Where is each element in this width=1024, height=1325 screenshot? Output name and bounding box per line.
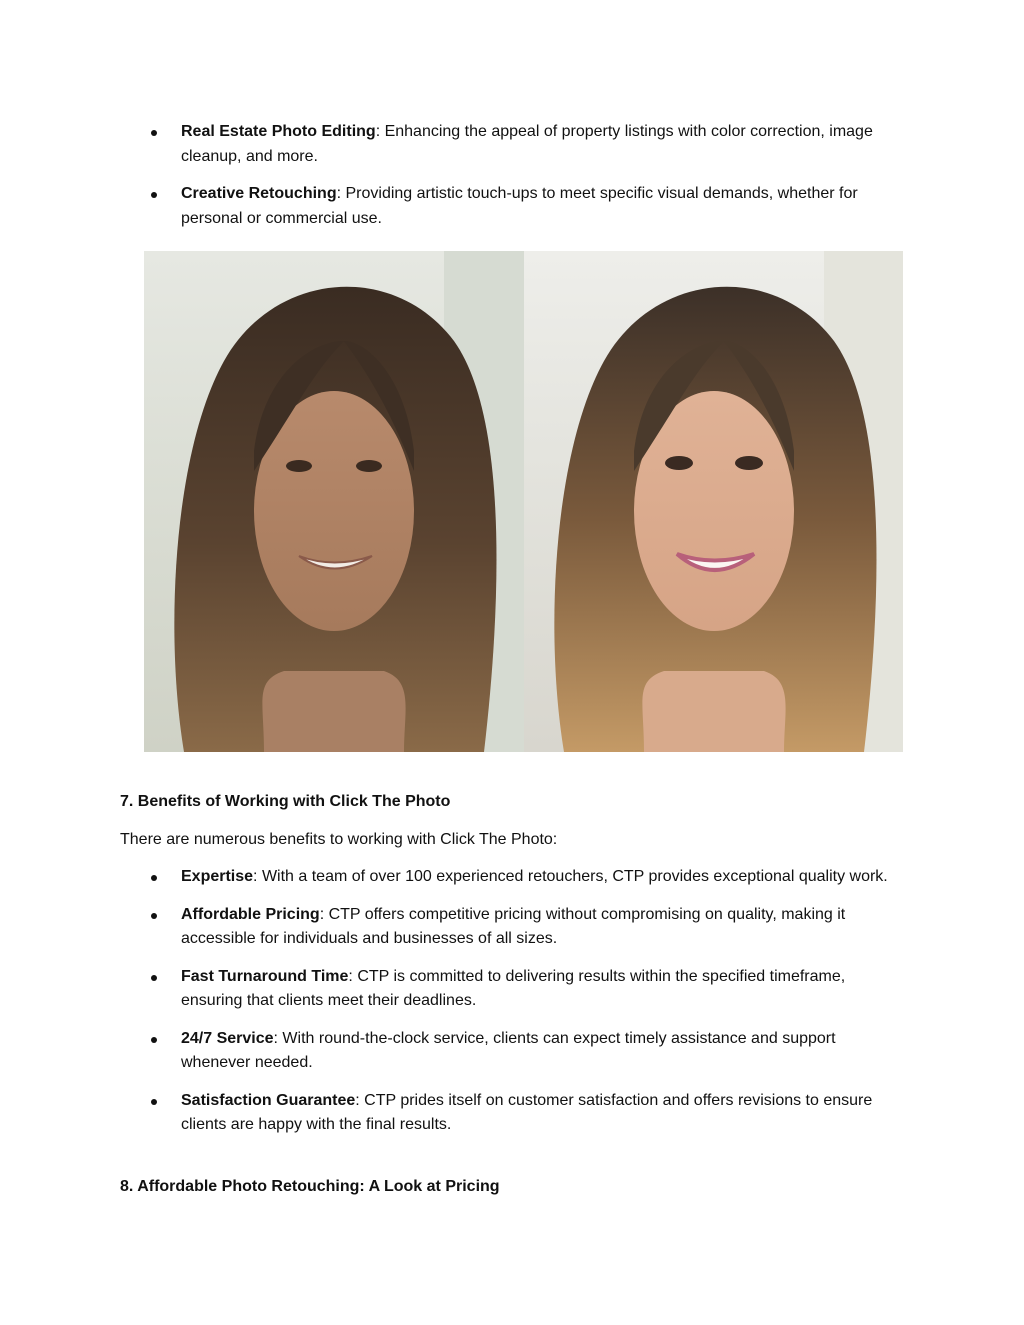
after-photo	[524, 251, 904, 752]
list-item-term: 24/7 Service	[181, 1029, 274, 1047]
portrait-before-image	[144, 251, 524, 752]
list-item-text: : With round-the-clock service, clients can expect timely assistance and support whenever needed.	[181, 1029, 836, 1071]
list-item-term: Creative Retouching	[181, 185, 337, 202]
benefits-list	[148, 865, 908, 1151]
list-item-term: Expertise	[181, 868, 254, 885]
before-photo	[144, 251, 524, 752]
list-item	[148, 120, 908, 169]
section-8-heading: 8. Affordable Photo Retouching: A Look at Pricing	[120, 1178, 500, 1195]
list-item-text: : CTP offers competitive pricing without compromising on quality, making it accessible for individuals and businesses of all sizes.	[181, 905, 846, 947]
list-item	[148, 865, 908, 890]
list-item-text: : Providing artistic touch-ups to meet specific visual demands, whether for personal or commercial use.	[181, 185, 858, 227]
list-item	[148, 903, 908, 952]
section-7-intro: There are numerous benefits to working with Click The Photo:	[120, 831, 558, 848]
list-item	[148, 1027, 908, 1076]
list-item	[148, 965, 908, 1014]
list-item-text: : CTP prides itself on customer satisfaction and offers revisions to ensure clients are happy with the final results.	[181, 1091, 873, 1133]
list-item-text: : Enhancing the appeal of property listings with color correction, image cleanup, and more.	[181, 123, 873, 165]
service-list	[148, 120, 908, 244]
list-item-term: Real Estate Photo Editing	[181, 123, 376, 140]
list-item	[148, 1089, 908, 1138]
list-item-term: Satisfaction Guarantee	[181, 1091, 356, 1109]
list-item-text: : With a team of over 100 experienced retouchers, CTP provides exceptional quality work.	[253, 868, 888, 885]
list-item-term: Affordable Pricing	[181, 905, 320, 923]
section-7-heading: 7. Benefits of Working with Click The Photo	[120, 793, 451, 810]
portrait-after-image	[524, 251, 904, 752]
list-item	[148, 182, 908, 231]
list-item-term: Fast Turnaround Time	[181, 967, 349, 985]
before-after-photo	[144, 251, 903, 752]
list-item-text: : CTP is committed to delivering results within the specified timeframe, ensuring that clients meet their deadlines.	[181, 967, 846, 1009]
